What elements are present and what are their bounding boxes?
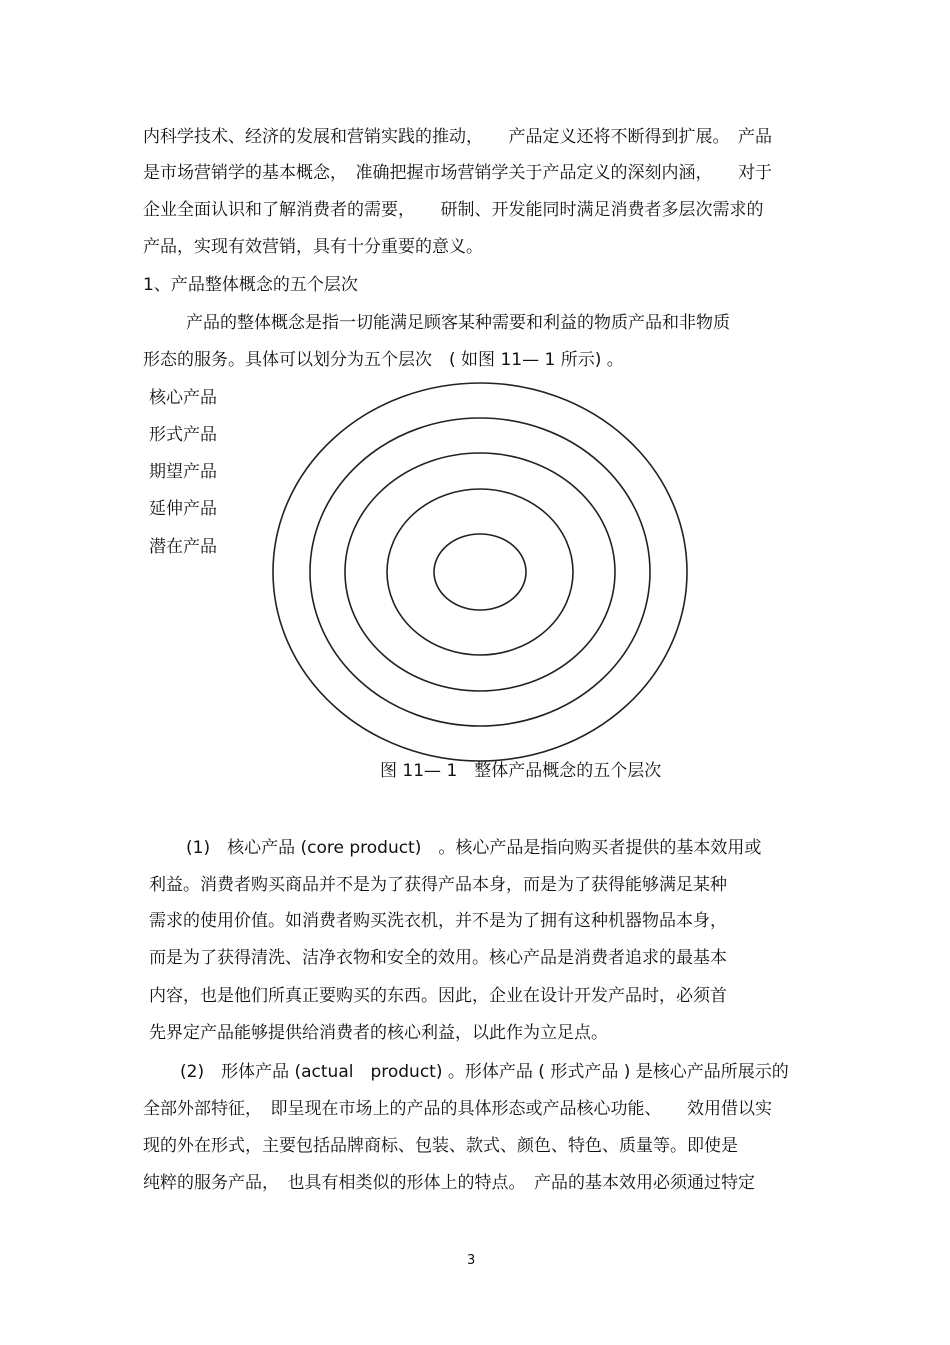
text-line: 企业全面认识和了解消费者的需要， 研制、开发能同时满足消费者多层次需求的 [143, 200, 764, 220]
text-line: 全部外部特征， 即呈现在市场上的产品的具体形态或产品核心功能、 效用借以实 [143, 1099, 772, 1119]
text-line: 利益。消费者购买商品并不是为了获得产品本身，而是为了获得能够满足某种 [149, 875, 727, 895]
text-line: 而是为了获得清洗、洁净衣物和安全的效用。核心产品是消费者追求的最基本 [149, 948, 727, 968]
text-line: 是市场营销学的基本概念， 准确把握市场营销学关于产品定义的深刻内涵， 对于 [143, 163, 772, 183]
text-line: 产品的整体概念是指一切能满足顾客某种需要和利益的物质产品和非物质 [186, 313, 730, 333]
text-line: 形态的服务。具体可以划分为五个层次 ( 如图 11— 1 所示) 。 [143, 350, 624, 370]
text-line: (1) 核心产品 (core product) 。核心产品是指向购买者提供的基本效用或 [186, 838, 762, 858]
text-line: 先界定产品能够提供给消费者的核心利益，以此作为立足点。 [149, 1023, 608, 1043]
ring-augmented [310, 418, 650, 726]
text-line: 产品，实现有效营销，具有十分重要的意义。 [143, 237, 483, 257]
ring-core [434, 534, 526, 610]
label-core-product: 核心产品 [149, 388, 217, 408]
text-line: 内容，也是他们所真正要购买的东西。因此，企业在设计开发产品时，必须首 [149, 986, 727, 1006]
text-line: 纯粹的服务产品， 也具有相类似的形体上的特点。 产品的基本效用必须通过特定 [143, 1173, 755, 1193]
figure-caption: 图 11— 1 整体产品概念的五个层次 [380, 761, 662, 781]
label-expected-product: 期望产品 [149, 462, 217, 482]
section-heading: 1、产品整体概念的五个层次 [143, 275, 358, 295]
ring-potential [273, 383, 687, 761]
text-line: 现的外在形式，主要包括品牌商标、包装、款式、颜色、特色、质量等。即使是 [143, 1136, 738, 1156]
concentric-rings-diagram [262, 373, 698, 773]
text-line: (2) 形体产品 (actual product) 。形体产品 ( 形式产品 ) 是核心产品所展示的 [180, 1062, 789, 1082]
text-line: 需求的使用价值。如消费者购买洗衣机，并不是为了拥有这种机器物品本身， [149, 911, 727, 931]
label-augmented-product: 延伸产品 [149, 499, 217, 519]
label-potential-product: 潜在产品 [149, 537, 217, 557]
label-form-product: 形式产品 [149, 425, 217, 445]
ring-form [387, 489, 573, 655]
text-line: 内科学技术、经济的发展和营销实践的推动， 产品定义还将不断得到扩展。 产品 [143, 127, 772, 147]
page-number: 3 [467, 1253, 476, 1268]
